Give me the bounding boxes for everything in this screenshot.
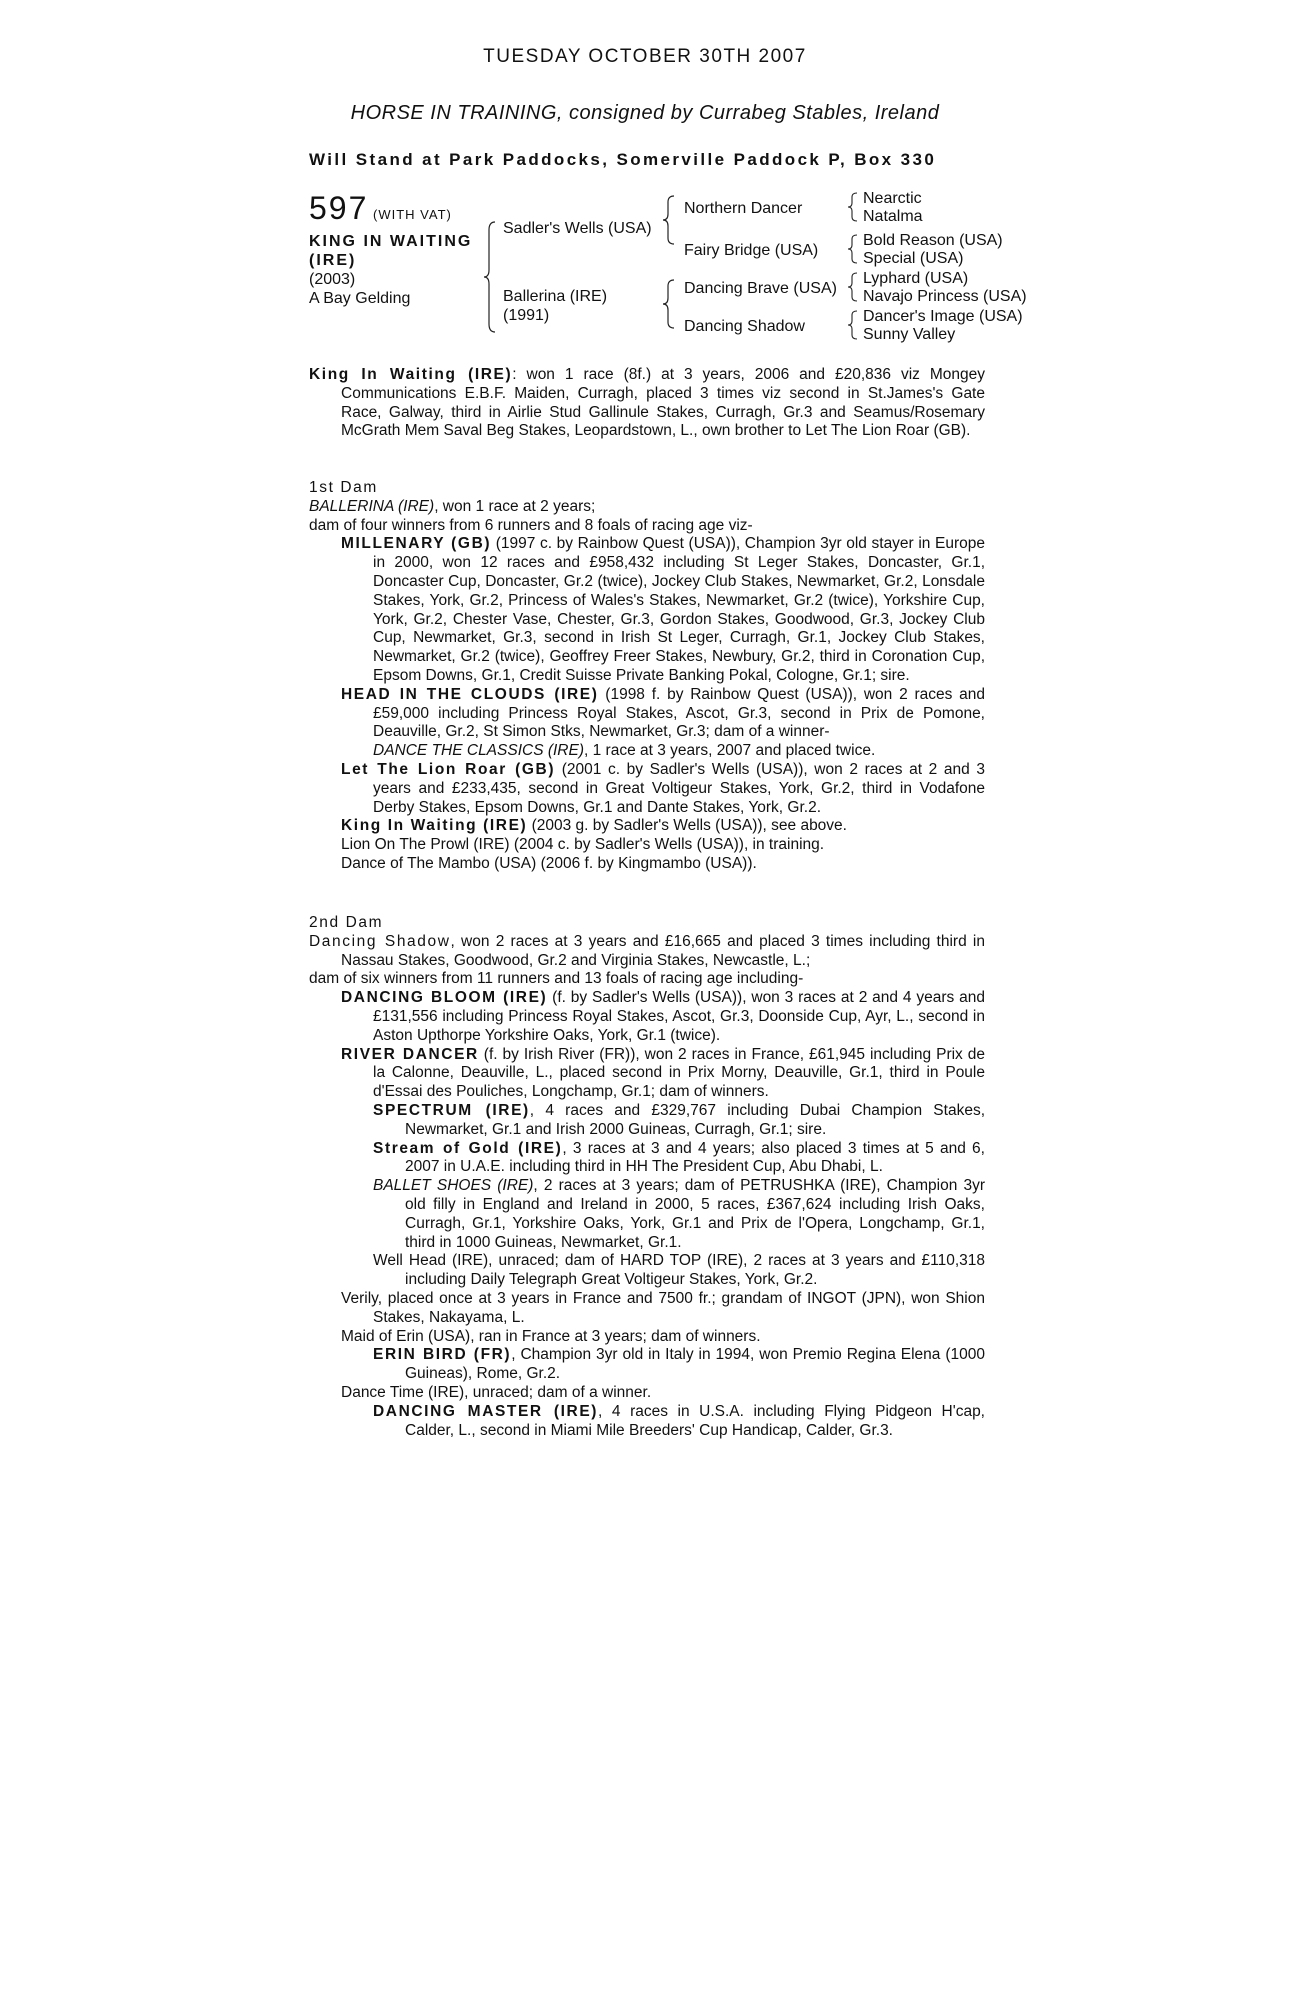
produce-entry: King In Waiting (IRE) (2003 g. by Sadler's Wells (USA)), see above. [341, 817, 847, 835]
pedigree-brace [662, 278, 676, 330]
gen3-navajo-princess: Navajo Princess (USA) [863, 288, 1027, 305]
produce-entry: Verily, placed once at 3 years in France and 7500 fr.; grandam of INGOT (JPN), won Shion Stakes, Nakayama, L. [341, 1289, 985, 1326]
gen3-dancers-image: Dancer's Image (USA) [863, 308, 1023, 325]
consignment-line: HORSE IN TRAINING, consigned by Currabeg Stables, Ireland [350, 102, 940, 124]
horse-record-name: King In Waiting (IRE) [309, 366, 513, 383]
produce-entry: ERIN BIRD (FR), Champion 3yr old in Italy in 1994, won Premio Regina Elena (1000 Guineas), Rome, Gr.2. [373, 1346, 985, 1383]
dam-name: Ballerina (IRE) [503, 288, 608, 305]
produce-entry: DANCING BLOOM (IRE) (f. by Sadler's Wells (USA)), won 3 races at 2 and 4 years and £131,556 including Princess Royal Stakes, Ascot, Gr.3, Doonside Cup, Ayr, L., second in Aston Upthorpe Yorkshire Oaks, York, Gr.1 (twice). [341, 989, 985, 1044]
gen3-nearctic: Nearctic [863, 190, 922, 207]
pedigree-brace [662, 194, 676, 246]
sire-dam: Fairy Bridge (USA) [684, 242, 819, 259]
first-dam-heading: 1st Dam [309, 479, 378, 496]
horse-name-line1: KING IN WAITING [309, 233, 473, 250]
produce-entry: MILLENARY (GB) (1997 c. by Rainbow Quest (USA)), Champion 3yr old stayer in Europe in 2000, won 12 races and £958,432 including St Leger Stakes, Doncaster, Gr.1, Doncaster Cup, Doncaster, Gr.2 (twice), Jockey Club Stakes, Newmarket, Gr.2, Lonsdale Stakes, York, Gr.2, Princess of Wales's Stakes, Newmarket, Gr.2 (twice), Yorkshire Cup, York, Gr.2, Chester Vase, Chester, Gr.3, Gordon Stakes, Goodwood, Gr.3, Jockey Club Cup, Newmarket, Gr.3, second in Irish St Leger, Curragh, Gr.1, Jockey Club Stakes, Newmarket, Gr.2 (twice), Geoffrey Freer Stakes, Newbury, Gr.2, third in Coronation Cup, Epsom Downs, Gr.1, Credit Suisse Private Banking Pokal, Cologne, Gr.1; sire. [341, 535, 985, 684]
pedigree-brace [847, 234, 859, 264]
produce-entry: Dance Time (IRE), unraced; dam of a winner. [341, 1383, 652, 1401]
horse-record-text: : won 1 race (8f.) at 3 years, 2006 and £20,836 viz Mongey Communications E.B.F. Maiden, Curragh, placed 3 times viz second in St.James's Gate Race, Galway, third in Airlie Stud Gallinule Stakes, Curragh, Gr.3 and Seamus/Rosemary McGrath Mem Saval Beg Stakes, Leopardstown, L., own brother to Let The Lion Roar (GB). [341, 366, 985, 440]
horse-description: A Bay Gelding [309, 290, 411, 307]
first-dam-produce-summary: dam of four winners from 6 runners and 8 foals of racing age viz- [309, 516, 753, 534]
pedigree-brace [847, 272, 859, 302]
dam-dam: Dancing Shadow [684, 318, 805, 335]
pedigree-brace [847, 310, 859, 340]
vat-note: (WITH VAT) [373, 207, 452, 222]
second-dam-record: , won 2 races at 3 years and £16,665 and placed 3 times including third in Nassau Stakes, Goodwood, Gr.2 and Virginia Stakes, Newcastle, L.; [341, 932, 985, 969]
race-record-paragraph [309, 366, 985, 441]
second-dam-section [309, 914, 985, 1440]
gen3-bold-reason: Bold Reason (USA) [863, 232, 1003, 249]
lot-number: 597 [309, 190, 369, 226]
first-dam-name: BALLERINA (IRE) [309, 497, 435, 515]
horse-foaling-year: (2003) [309, 271, 356, 288]
horse-record [309, 366, 985, 441]
pedigree-brace [847, 192, 859, 222]
dam-sire: Dancing Brave (USA) [684, 280, 837, 297]
horse-name [309, 232, 472, 270]
sale-date: TUESDAY OCTOBER 30TH 2007 [483, 46, 807, 67]
stable-location: Will Stand at Park Paddocks, Somerville Paddock P, Box 330 [309, 150, 937, 169]
gen3-lyphard: Lyphard (USA) [863, 270, 969, 287]
produce-entry: Dance of The Mambo (USA) (2006 f. by Kingmambo (USA)). [341, 854, 757, 872]
sire-sire: Northern Dancer [684, 200, 803, 217]
produce-entry: RIVER DANCER (f. by Irish River (FR)), won 2 races in France, £61,945 including Prix de la Calonne, Deauville, L., placed second in Prix Morny, Deauville, Gr.1, third in Poule d'Essai des Pouliches, Longchamp, Gr.1; dam of winners. [341, 1045, 985, 1101]
first-dam-section [309, 479, 985, 874]
second-dam-produce-summary: dam of six winners from 11 runners and 13 foals of racing age including- [309, 970, 804, 988]
produce-entry: DANCE THE CLASSICS (IRE), 1 race at 3 years, 2007 and placed twice. [373, 742, 876, 760]
sire-name: Sadler's Wells (USA) [503, 220, 652, 237]
pedigree-table [309, 190, 1039, 350]
produce-entry: Let The Lion Roar (GB) (2001 c. by Sadler's Wells (USA)), won 2 races at 2 and 3 years and £233,435, second in Great Voltigeur Stakes, York, Gr.2, third in Vodafone Derby Stakes, Epsom Downs, Gr.1 and Dante Stakes, York, Gr.2. [341, 760, 985, 816]
gen3-natalma: Natalma [863, 208, 923, 225]
second-dam-heading: 2nd Dam [309, 914, 384, 931]
produce-entry: HEAD IN THE CLOUDS (IRE) (1998 f. by Rainbow Quest (USA)), won 2 races and £59,000 including Princess Royal Stakes, Ascot, Gr.3, second in Prix de Pomone, Deauville, Gr.2, St Simon Stks, Newmarket, Gr.3; dam of a winner- [341, 685, 985, 741]
produce-entry: BALLET SHOES (IRE), 2 races at 3 years; dam of PETRUSHKA (IRE), Champion 3yr old filly in England and Ireland in 2000, 5 races, £367,624 including Irish Oaks, Curragh, Gr.1, Yorkshire Oaks, York, Gr.1 and Prix de l'Opera, Longchamp, Gr.1, third in 1000 Guineas, Newmarket, Gr.1. [373, 1177, 985, 1251]
produce-entry: Well Head (IRE), unraced; dam of HARD TOP (IRE), 2 races at 3 years and £110,318 including Daily Telegraph Great Voltigeur Stakes, York, Gr.2. [373, 1252, 985, 1289]
produce-entry: DANCING MASTER (IRE), 4 races in U.S.A. including Flying Pidgeon H'cap, Calder, L., second in Miami Mile Breeders' Cup Handicap, Calder, Gr.3. [373, 1402, 985, 1439]
dam-year: (1991) [503, 307, 550, 324]
horse-name-line2: (IRE) [309, 252, 357, 269]
pedigree-brace [483, 220, 497, 334]
gen3-sunny-valley: Sunny Valley [863, 326, 956, 343]
second-dam-name: Dancing Shadow [309, 932, 451, 950]
produce-entry: Stream of Gold (IRE), 3 races at 3 and 4 years; also placed 3 times at 5 and 6, 2007 in U.A.E. including third in HH The President Cup, Abu Dhabi, L. [373, 1139, 985, 1176]
produce-entry: SPECTRUM (IRE), 4 races and £329,767 including Dubai Champion Stakes, Newmarket, Gr.1 and Irish 2000 Guineas, Curragh, Gr.1; sire. [373, 1101, 985, 1138]
gen3-special: Special (USA) [863, 250, 964, 267]
produce-entry: Lion On The Prowl (IRE) (2004 c. by Sadler's Wells (USA)), in training. [341, 836, 825, 854]
first-dam-record: , won 1 race at 2 years; [434, 497, 596, 515]
produce-entry: Maid of Erin (USA), ran in France at 3 years; dam of winners. [341, 1327, 761, 1345]
